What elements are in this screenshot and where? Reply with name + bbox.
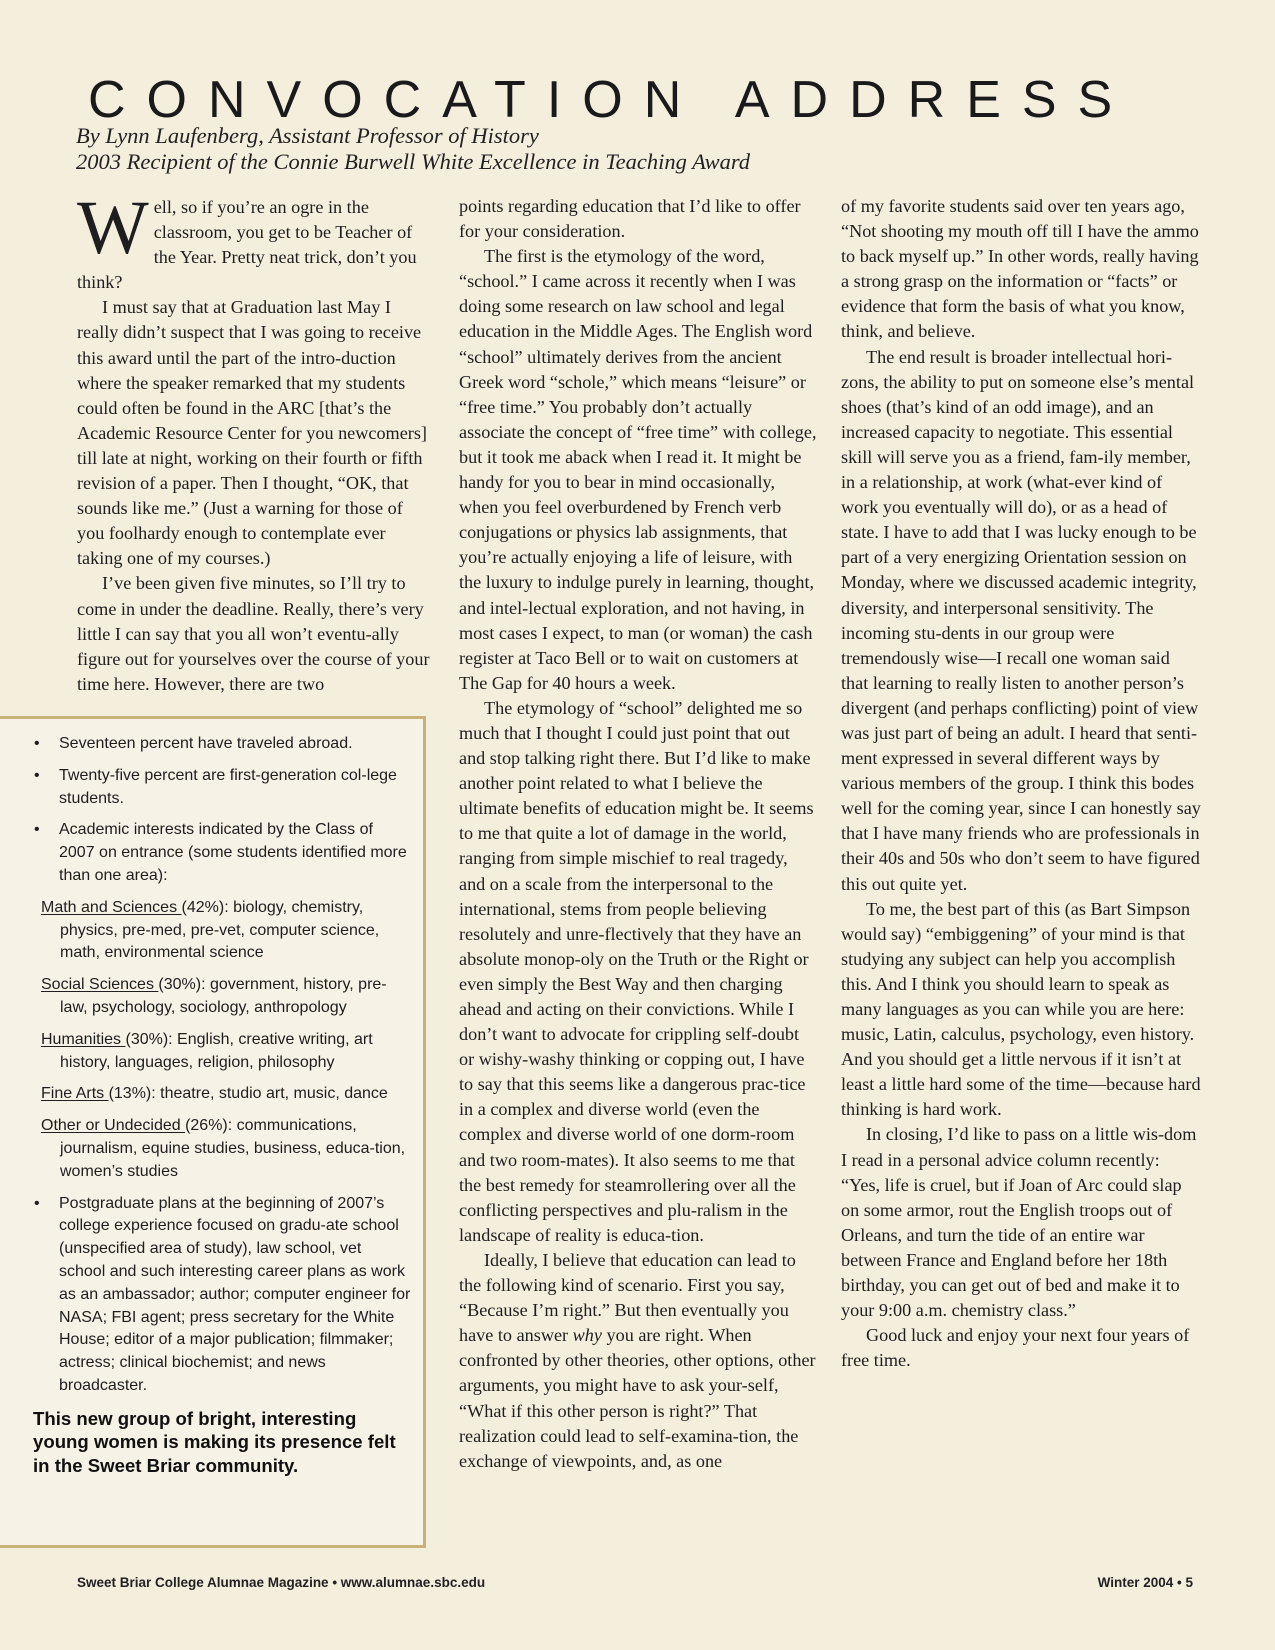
sidebar-bullet: • Academic interests indicated by the Class of 2007 on entrance (some students identified more than one area): <box>34 819 412 887</box>
category-detail: (30%): government, history, pre-law, psychology, sociology, anthropology <box>60 976 387 1016</box>
interest-category <box>41 974 412 1020</box>
category-name: Fine Arts <box>41 1085 109 1103</box>
byline-author: By Lynn Laufenberg, Assistant Professor of History <box>76 123 539 148</box>
article-paragraph <box>77 186 433 295</box>
paragraph-text: Ideally, I believe that education can lead to the following kind of scenario. First you say, “Because I’m right.” But then eventually you have to answer <box>459 1249 796 1346</box>
article-paragraph: points regarding education that I’d like to offer for your consideration. <box>459 196 801 242</box>
sidebar-bullet: • Postgraduate plans at the beginning of 2007’s college experience focused on gradu-ate school (unspecified area of study), law school, vet school and such interesting career plans as work as an ambassador; author; computer engineer for NASA; FBI agent; press secretary for the White House; editor of a major publication; filmmaker; actress; clinical biochemist; and news broadcaster. <box>34 1193 412 1398</box>
article-paragraph: To me, the best part of this (as Bart Simpson would say) “embiggening” of your mind is that studying any subject can help you accomplish this. And I think you should learn to speak as many languages as you can while you are here: music, Latin, calculus, psychology, even history. And you should get a little nervous if it isn’t at least a little hard some of the time—because hard thinking is hard work. <box>841 898 1201 1120</box>
sidebar-closing-statement: This new group of bright, interesting young women is making its presence felt in the Sweet Briar community. <box>33 1407 396 1476</box>
article-paragraph: In closing, I’d like to pass on a little wis-dom I read in a personal advice column recently: “Yes, life is cruel, but if Joan of Arc could slap on some armor, rout the English troops out of Orleans, and turn the tide of an entire war between France and England before her 18th birthday, you can get out of bed and make it to your 9:00 a.m. chemistry class.” <box>841 1124 1197 1321</box>
category-detail: (13%): theatre, studio art, music, dance <box>108 1085 388 1103</box>
drop-cap: W <box>77 186 149 270</box>
article-paragraph: of my favorite students said over ten years ago, “Not shooting my mouth off till I have the ammo to back myself up.” In other words, really having a strong grasp on the information or “facts” or evidence that form the basis of what you know, think, and believe. <box>841 196 1199 342</box>
footer-publication: Sweet Briar College Alumnae Magazine • www.alumnae.sbc.edu <box>77 1575 486 1590</box>
category-detail: (26%): communications, journalism, equine studies, business, educa-tion, women’s studies <box>60 1117 406 1180</box>
emphasis-text: why <box>572 1325 602 1346</box>
article-paragraph: I’ve been given five minutes, so I’ll try to come in under the deadline. Really, there’s very little I can say that you all won’t eventu-ally figure out for yourselves over the course of your time here. However, there are two <box>77 573 430 694</box>
category-name: Other or Undecided <box>41 1117 186 1135</box>
byline-award: 2003 Recipient of the Connie Burwell White Excellence in Teaching Award <box>76 149 751 174</box>
paragraph-text: ell, so if you’re an ogre in the classroom, you get to be Teacher of the Year. Pretty neat trick, don’t you think? <box>77 197 417 293</box>
sidebar-bullet: • Seventeen percent have traveled abroad. <box>34 733 412 756</box>
article-title: CONVOCATION ADDRESS <box>88 71 1134 129</box>
article-paragraph: The first is the etymology of the word, “school.” I came across it recently when I was doing some research on law school and legal education in the Middle Ages. The English word “school” ultimately derives from the ancient Greek word “schole,” which means “leisure” or “free time.” You probably don’t actually associate the concept of “free time” with college, but it took me aback when I read it. It might be handy for you to bear in mind occasionally, when you feel overburdened by French verb conjugations or physics lab assignments, that you’re actually enjoying a life of leisure, with the luxury to indulge purely in learning, thought, and intel-lectual exploration, and not having, in most cases I expect, to man (or woman) the cash register at Taco Bell or to wait on customers at The Gap for 40 hours a week. <box>459 246 817 693</box>
article-paragraph: The etymology of “school” delighted me so much that I thought I could just point that out and stop talking right there. But I’d like to make another point related to what I believe the ultimate benefits of education might be. It seems to me that quite a lot of damage in the world, ranging from simple mischief to real tragedy, and on a scale from the interpersonal to the international, stems from people believing resolutely and unre-flectively that they have an absolute monop-oly on the Truth or the Right or even simply the Best Way and then charging ahead and acting on their convictions. While I don’t want to advocate for crippling self-doubt or wishy-washy thinking or copping out, I have to say that this seems like a dangerous prac-tice in a complex and diverse world (even the complex and diverse world of one dorm-room and two room-mates). It also seems to me that the best remedy for steamrollering over all the conflicting perspectives and plu-ralism in the landscape of reality is educa-tion. <box>459 697 814 1245</box>
article-column-3 <box>841 194 1201 1373</box>
category-name: Social Sciences <box>41 976 159 994</box>
article-paragraph: Good luck and enjoy your next four years of free time. <box>841 1325 1190 1371</box>
interest-category <box>41 1083 412 1106</box>
article-paragraph: I must say that at Graduation last May I really didn’t suspect that I was going to receive this award until the part of the intro-duction where the speaker remarked that my students could often be found in the ARC [that’s the Academic Resource Center for you newcomers] till late at night, working on their fourth or fifth revision of a paper. Then I thought, “OK, that sounds like me.” (Just a warning for those of you foolhardy enough to contemplate ever taking one of my courses.) <box>77 297 427 569</box>
interest-category <box>41 1029 412 1075</box>
category-name: Math and Sciences <box>41 898 182 916</box>
category-name: Humanities <box>41 1030 126 1048</box>
sidebar-bullet: • Twenty-five percent are first-generation col-lege students. <box>34 765 412 811</box>
class-profile-sidebar <box>0 716 426 1548</box>
interest-category <box>41 1115 412 1183</box>
category-detail: (30%): English, creative writing, art history, languages, religion, philosophy <box>60 1030 373 1071</box>
article-column-2 <box>459 194 817 1474</box>
paragraph-text: you are right. When confronted by other theories, other options, other arguments, you might have to ask your-self, “What if this other person is right?” That realization could lead to self-examina-tion, the exchange of viewpoints, and, as one <box>459 1325 816 1471</box>
category-detail: (42%): biology, chemistry, physics, pre-med, pre-vet, computer science, math, environmental science <box>60 898 380 962</box>
interest-category <box>41 897 412 965</box>
byline <box>76 123 1196 175</box>
footer-page-number: Winter 2004 • 5 <box>1097 1575 1193 1590</box>
article-paragraph: The end result is broader intellectual hori-zons, the ability to put on someone else’s mental shoes (that’s kind of an odd image), and an increased capacity to negotiate. This essential skill will serve you as a friend, fam-ily member, in a relationship, at work (what-ever kind of work you eventually will do), or as a head of state. I have to add that I was lucky enough to be part of a very energizing Orientation session on Monday, where we discussed academic integrity, diversity, and interpersonal sensitivity. The incoming stu-dents in our group were tremendously wise—I recall one woman said that learning to really listen to another person’s divergent (and perhaps conflicting) point of view was just part of being an adult. I heard that senti-ment expressed in several different ways by various members of the group. I think this bodes well for the coming year, since I can honestly say that I have many friends who are professionals in their 40s and 50s who don’t seem to have figured this out quite yet. <box>841 346 1201 894</box>
article-column-1 <box>77 186 433 697</box>
article-paragraph <box>459 1248 817 1474</box>
